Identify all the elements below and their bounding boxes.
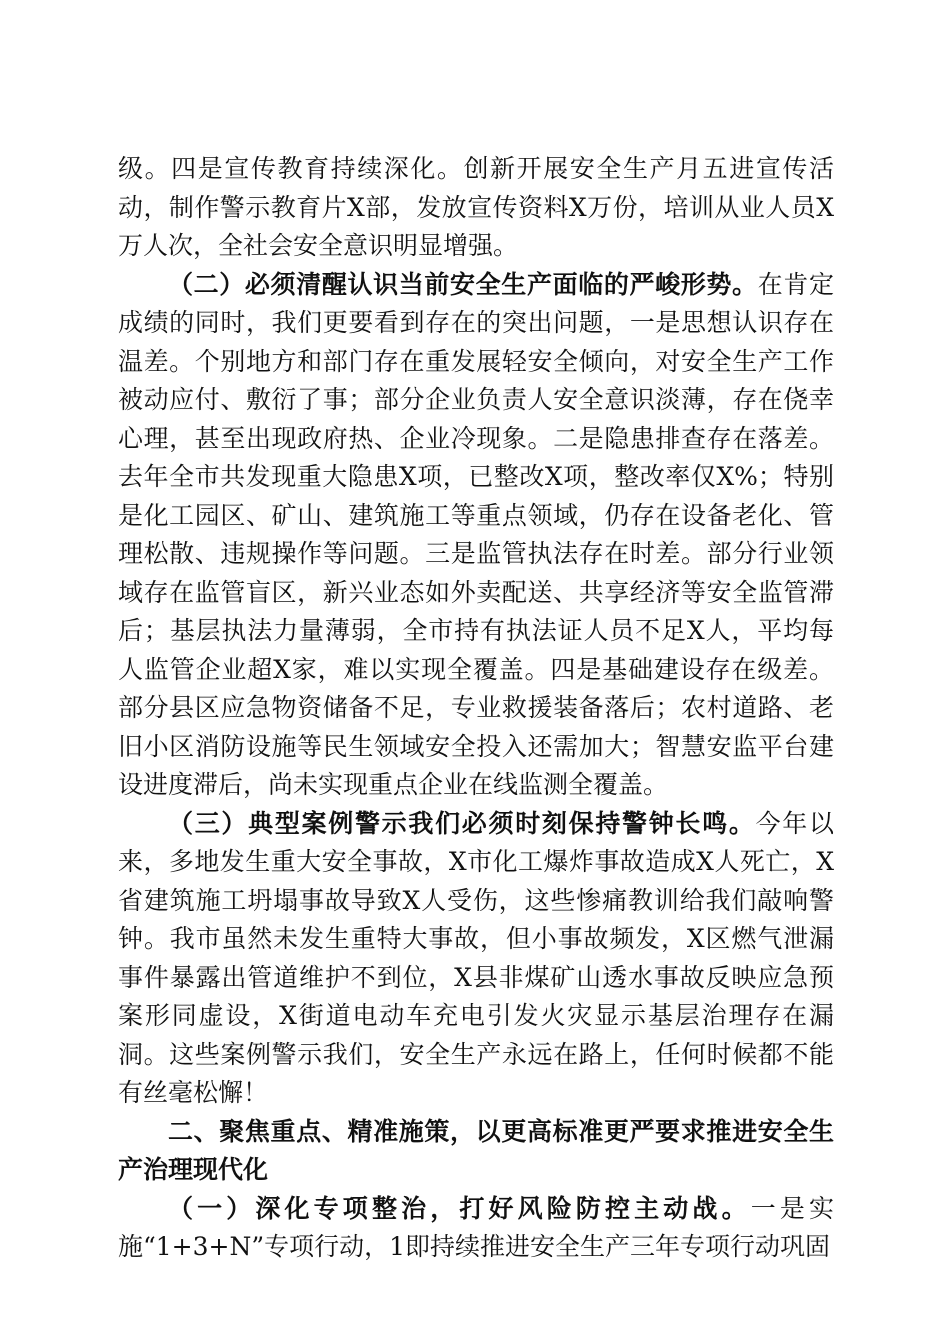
section-heading: 二、聚焦重点、精准施策，以更高标准更严要求推进安全生产治理现代化 (118, 1116, 834, 1184)
paragraph-body: 级。四是宣传教育持续深化。创新开展安全生产月五进宣传活动，制作警示教育片X部，发放宣传资料X万份，培训从业人员X万人次，全社会安全意识明显增强。 (118, 154, 834, 260)
paragraph-body: 在肯定成绩的同时，我们更要看到存在的突出问题，一是思想认识存在温差。个别地方和部门存在重发展轻安全倾向，对安全生产工作被动应付、敷衍了事；部分企业负责人安全意识淡薄，存在侥幸心理，甚至出现政府热、企业冷现象。二是隐患排查存在落差。去年全市共发现重大隐患X项，已整改X项，整改率仅X%；特别是化工园区、矿山、建筑施工等重点领域，仍存在设备老化、管理松散、违规操作等问题。三是监管执法存在时差。部分行业领域存在监管盲区，新兴业态如外卖配送、共享经济等安全监管滞后；基层执法力量薄弱，全市持有执法证人员不足X人，平均每人监管企业超X家，难以实现全覆盖。四是基础建设存在级差。部分县区应急物资储备不足，专业救援装备落后；农村道路、老旧小区消防设施等民生领域安全投入还需加大；智慧安监平台建设进度滞后，尚未实现重点企业在线监测全覆盖。 (118, 269, 834, 799)
paragraph-lead: （一）深化专项整治，打好风险防控主动战。 (168, 1193, 751, 1223)
paragraph-body: 今年以来，多地发生重大安全事故，X市化工爆炸事故造成X人死亡，X省建筑施工坍塌事故导致X人受伤，这些惨痛教训给我们敲响警钟。我市虽然未发生重特大事故，但小事故频发，X区燃气泄漏事件暴露出管道维护不到位，X县非煤矿山透水事故反映应急预案形同虚设，X街道电动车充电引发火灾显示基层治理存在漏洞。这些案例警示我们，安全生产永远在路上，任何时候都不能有丝毫松懈！ (118, 808, 834, 1107)
paragraph-typical-cases (118, 805, 834, 1113)
paragraph-severe-situation (118, 266, 834, 805)
paragraph-special-rectification (118, 1190, 834, 1267)
paragraph-body: 一是实施“1+3+N”专项行动，1即持续推进安全生产三年专项行动巩固 (118, 1193, 834, 1261)
paragraph-lead: （二）必须清醒认识当前安全生产面临的严峻形势。 (168, 269, 758, 299)
paragraph-lead: （三）典型案例警示我们必须时刻保持警钟长鸣。 (168, 808, 756, 838)
paragraph-continuation (118, 150, 834, 266)
document-page (118, 150, 834, 1267)
